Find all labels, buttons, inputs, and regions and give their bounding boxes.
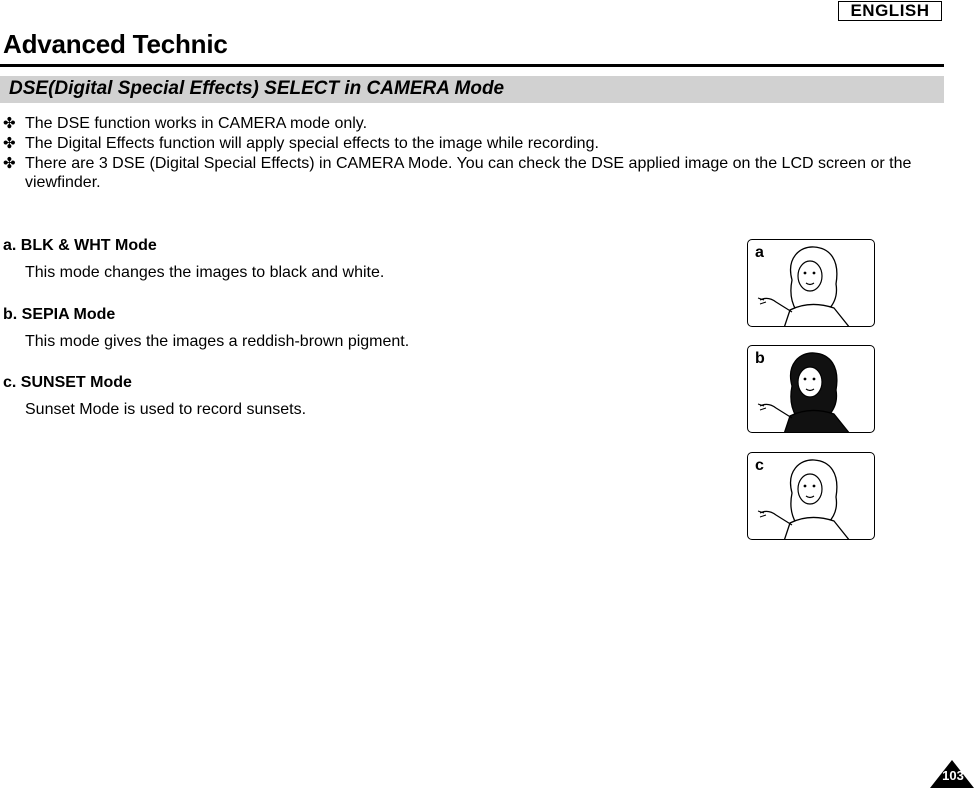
bullet-item (3, 114, 933, 133)
mode-title: c. SUNSET Mode (3, 374, 132, 391)
illustration-letter: b (755, 350, 765, 367)
section-title: DSE(Digital Special Effects) SELECT in CAMERA Mode (9, 78, 505, 99)
bullet-text: The Digital Effects function will apply special effects to the image while recording. (25, 135, 599, 152)
illustration-letter: a (755, 244, 764, 261)
page-number: 103 (942, 768, 964, 783)
woman-dark-hair-icon (748, 346, 875, 433)
mode-description: Sunset Mode is used to record sunsets. (25, 401, 307, 418)
illustration-b (747, 345, 875, 433)
bullet-cross-icon: ✤ (3, 155, 16, 172)
bullet-text: The DSE function works in CAMERA mode only. (25, 115, 368, 132)
intro-bullet-list (3, 114, 933, 193)
mode-sepia (3, 305, 723, 352)
bullet-item (3, 134, 933, 153)
mode-blk-wht (3, 236, 723, 283)
bullet-cross-icon: ✤ (3, 115, 16, 132)
mode-title: b. SEPIA Mode (3, 306, 116, 323)
mode-sunset (3, 373, 723, 420)
section-header-bar (0, 76, 944, 103)
language-badge: ENGLISH (838, 1, 942, 21)
bullet-item (3, 154, 933, 192)
illustration-a (747, 239, 875, 327)
mode-title: a. BLK & WHT Mode (3, 237, 157, 254)
mode-description: This mode gives the images a reddish-brown pigment. (25, 333, 410, 350)
page-title: Advanced Technic (3, 29, 228, 59)
bullet-cross-icon: ✤ (3, 135, 16, 152)
illustration-c (747, 452, 875, 540)
title-divider (0, 64, 944, 67)
illustration-letter: c (755, 457, 764, 474)
woman-light-hair-icon (748, 240, 875, 327)
bullet-text: There are 3 DSE (Digital Special Effects) in CAMERA Mode. You can check the DSE applied image on the LCD screen or the viewfinder. (25, 155, 912, 191)
woman-light-hair-icon (748, 453, 875, 540)
mode-description: This mode changes the images to black and white. (25, 264, 385, 281)
